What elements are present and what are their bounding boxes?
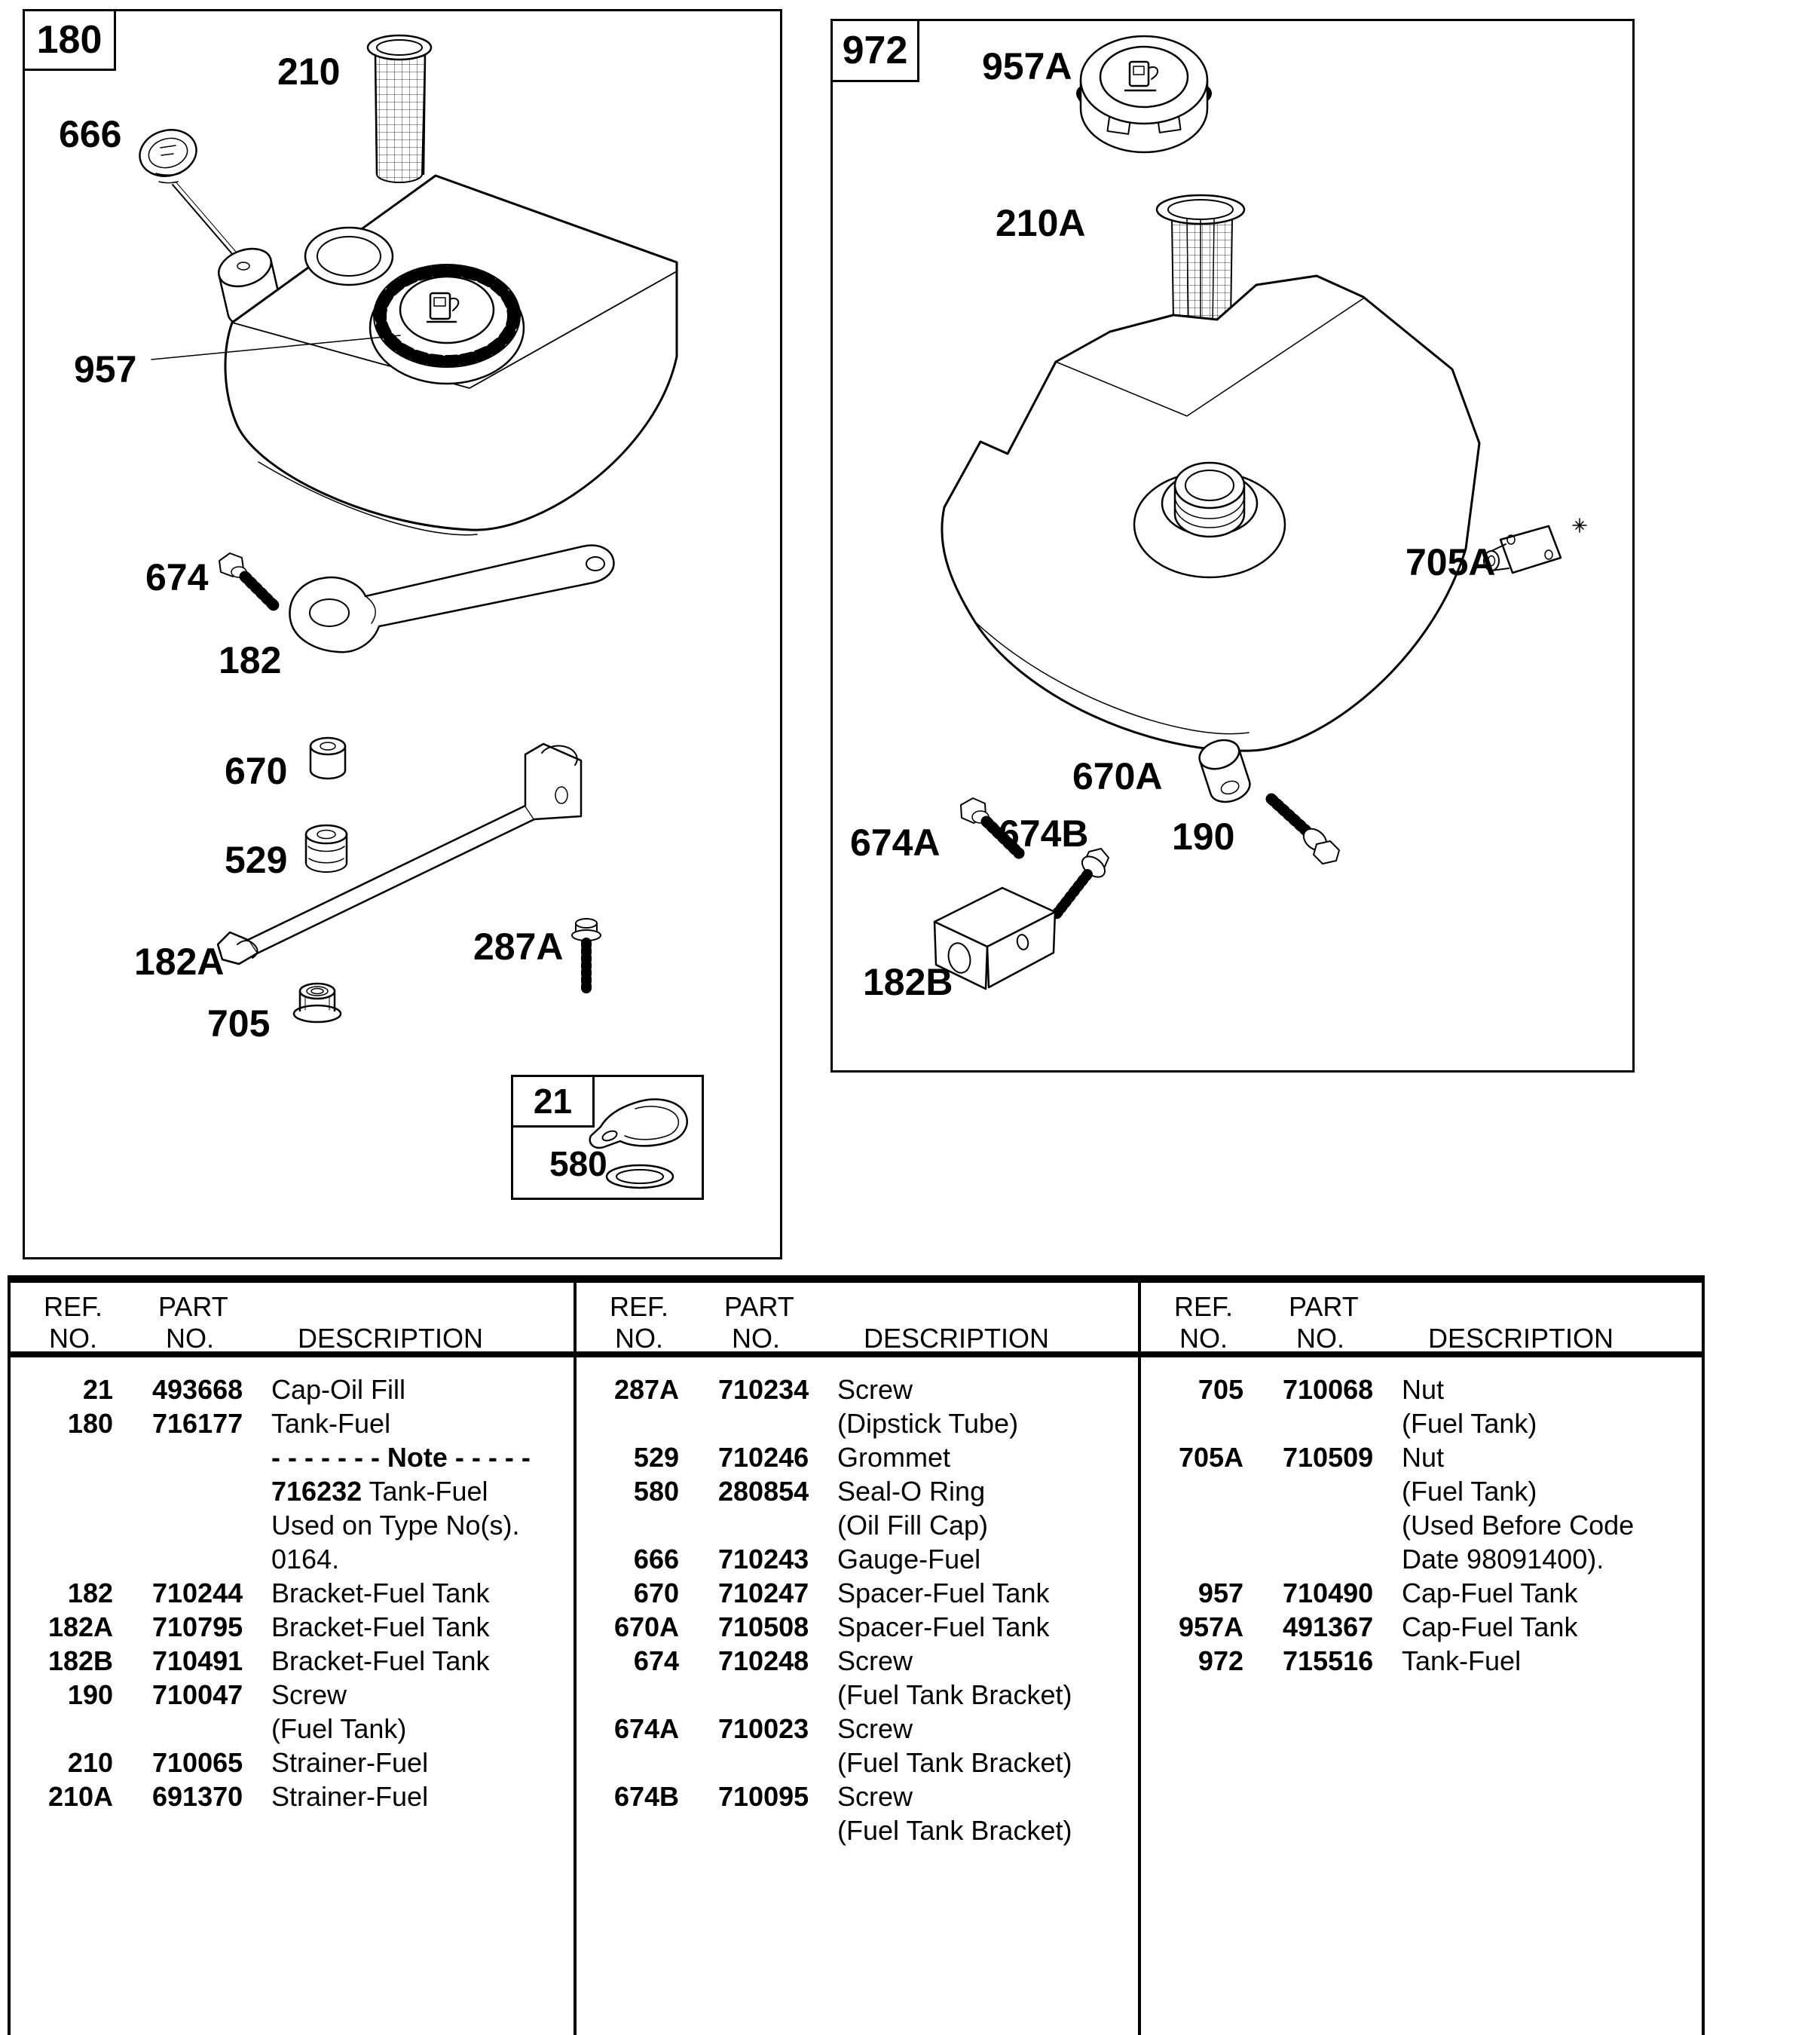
part-label-957: 957 — [74, 348, 137, 390]
table-row — [1138, 1544, 1703, 1578]
description: Tank-Fuel — [1402, 1645, 1522, 1676]
header-description: DESCRIPTION — [864, 1323, 1050, 1354]
header-ref-no: NO. — [615, 1323, 664, 1354]
part-label-210A: 210A — [996, 202, 1086, 244]
diagram-box-label-972: 972 — [830, 19, 919, 82]
nut-705A-icon — [1484, 519, 1586, 573]
bracket-182-icon — [289, 546, 613, 653]
part-label-182A: 182A — [134, 941, 225, 983]
table-column-2 — [574, 1275, 1139, 2035]
ref-no: 957 — [1198, 1578, 1243, 1608]
fuel-tank-972 — [942, 276, 1479, 751]
header-ref-no: NO. — [49, 1323, 98, 1354]
screw-674-icon — [219, 553, 274, 605]
part-label-580: 580 — [549, 1144, 607, 1183]
part-no: 280854 — [718, 1476, 809, 1507]
ref-no: 180 — [67, 1408, 113, 1439]
table-row — [574, 1815, 1139, 1849]
part-label-666: 666 — [59, 113, 122, 155]
diagram-box-label-180: 180 — [23, 9, 116, 71]
table-row — [8, 1374, 573, 1408]
header-part-no: NO. — [1296, 1323, 1345, 1354]
part-label-674B: 674B — [999, 812, 1089, 855]
grommet-529-icon — [306, 825, 347, 872]
part-no: 710508 — [718, 1611, 809, 1642]
part-no: 710095 — [718, 1781, 809, 1812]
table-row — [574, 1645, 1139, 1679]
description: Gauge-Fuel — [837, 1544, 981, 1574]
ref-no: 957A — [1178, 1611, 1243, 1642]
oil-fill-cap-21-icon — [590, 1100, 687, 1148]
table-row — [8, 1713, 573, 1747]
table-row — [1138, 1442, 1703, 1476]
part-no: 710243 — [718, 1544, 809, 1574]
table-row — [8, 1476, 573, 1510]
description: (Fuel Tank Bracket) — [837, 1747, 1072, 1778]
description: Bracket-Fuel Tank — [271, 1578, 490, 1608]
description: Strainer-Fuel — [271, 1781, 429, 1812]
description: Nut — [1402, 1442, 1445, 1473]
table-row — [1138, 1510, 1703, 1544]
header-part: PART — [724, 1291, 794, 1322]
seal-o-ring-580-icon — [607, 1165, 673, 1188]
table-row — [574, 1781, 1139, 1815]
ref-no: 182B — [47, 1645, 113, 1676]
description: Screw — [837, 1645, 913, 1676]
ref-no: 182 — [67, 1578, 113, 1608]
strainer-210-icon — [368, 35, 431, 182]
part-no: 691370 — [152, 1781, 243, 1812]
part-no: 491367 — [1283, 1611, 1374, 1642]
table-row — [8, 1578, 573, 1611]
header-ref: REF. — [610, 1291, 669, 1322]
ref-no: 210A — [47, 1781, 113, 1812]
table-row — [8, 1747, 573, 1781]
description: 0164. — [271, 1544, 340, 1574]
ref-no: 705A — [1178, 1442, 1243, 1473]
table-row — [1138, 1374, 1703, 1408]
description: Cap-Fuel Tank — [1402, 1611, 1578, 1642]
fuel-tank-180 — [151, 176, 677, 535]
table-row — [574, 1713, 1139, 1747]
description: Screw — [837, 1713, 913, 1744]
ref-no: 580 — [633, 1476, 679, 1507]
part-label-182B: 182B — [863, 961, 953, 1003]
table-row — [8, 1408, 573, 1442]
table-row — [574, 1408, 1139, 1442]
ref-no: 210 — [67, 1747, 113, 1778]
table-row — [574, 1747, 1139, 1781]
ref-no: 674B — [613, 1781, 679, 1812]
table-row — [574, 1578, 1139, 1611]
table-column-1-rows — [8, 1374, 573, 1815]
table-row — [1138, 1611, 1703, 1645]
part-no: 710068 — [1283, 1374, 1374, 1405]
screw-674B-icon — [1056, 849, 1109, 915]
ref-no: 287A — [613, 1374, 679, 1405]
table-column-1 — [8, 1275, 573, 2035]
description: Seal-O Ring — [837, 1476, 986, 1507]
description: (Oil Fill Cap) — [837, 1510, 989, 1541]
table-column-3 — [1138, 1275, 1705, 2035]
table-row — [1138, 1476, 1703, 1510]
part-no: 710047 — [152, 1679, 243, 1710]
header-part-no: NO. — [732, 1323, 781, 1354]
part-no: 710795 — [152, 1611, 243, 1642]
header-part-no: NO. — [166, 1323, 215, 1354]
description: Nut — [1402, 1374, 1445, 1405]
cap-957A-icon — [1081, 36, 1207, 152]
ref-no: 666 — [633, 1544, 679, 1574]
description: (Fuel Tank) — [1402, 1408, 1537, 1439]
table-row — [8, 1781, 573, 1815]
table-row — [574, 1679, 1139, 1713]
part-label-705: 705 — [207, 1002, 271, 1045]
header-description: DESCRIPTION — [1428, 1323, 1614, 1354]
part-no: 710246 — [718, 1442, 809, 1473]
ref-no: 670 — [633, 1578, 679, 1608]
description: - - - - - - - Note - - - - - — [271, 1442, 531, 1473]
description: 716232 Tank-Fuel — [271, 1476, 488, 1507]
table-row — [8, 1679, 573, 1713]
description: Spacer-Fuel Tank — [837, 1611, 1050, 1642]
table-row — [574, 1611, 1139, 1645]
table-row — [574, 1544, 1139, 1578]
part-no: 710248 — [718, 1645, 809, 1676]
part-label-670A: 670A — [1072, 755, 1163, 797]
table-row — [8, 1611, 573, 1645]
table-column-2-rows — [574, 1374, 1139, 1849]
description: Date 98091400). — [1402, 1544, 1604, 1574]
description: (Fuel Tank Bracket) — [837, 1815, 1072, 1846]
table-row — [574, 1374, 1139, 1408]
part-no: 710490 — [1283, 1578, 1374, 1608]
description: Bracket-Fuel Tank — [271, 1645, 490, 1676]
part-label-182: 182 — [219, 639, 282, 681]
part-label-674A: 674A — [850, 822, 941, 864]
table-row — [8, 1510, 573, 1544]
header-part: PART — [1289, 1291, 1359, 1322]
description: (Used Before Code — [1402, 1510, 1635, 1541]
part-label-674: 674 — [145, 556, 209, 598]
part-label-287A: 287A — [473, 926, 564, 968]
ref-no: 529 — [633, 1442, 679, 1473]
header-ref: REF. — [44, 1291, 103, 1322]
table-row — [574, 1510, 1139, 1544]
ref-no: 182A — [47, 1611, 113, 1642]
description: (Fuel Tank) — [271, 1713, 407, 1744]
nut-705-icon — [294, 984, 341, 1022]
ref-no: 972 — [1198, 1645, 1243, 1676]
part-no: 710065 — [152, 1747, 243, 1778]
part-no: 710023 — [718, 1713, 809, 1744]
description: Spacer-Fuel Tank — [837, 1578, 1050, 1608]
inner-box-label-21: 21 — [511, 1075, 595, 1128]
table-row — [8, 1442, 573, 1476]
table-row — [1138, 1645, 1703, 1679]
part-label-210: 210 — [277, 50, 341, 93]
parts-table — [8, 1275, 1705, 2035]
table-row — [574, 1442, 1139, 1476]
table-row — [8, 1544, 573, 1578]
part-label-705A: 705A — [1406, 541, 1496, 583]
header-description: DESCRIPTION — [298, 1323, 484, 1354]
part-no: 715516 — [1283, 1645, 1374, 1676]
ref-no: 705 — [1198, 1374, 1243, 1405]
description: (Dipstick Tube) — [837, 1408, 1019, 1439]
description: Grommet — [837, 1442, 951, 1473]
diagram-972-art — [833, 21, 1632, 1070]
ref-no: 674A — [613, 1713, 679, 1744]
part-no: 493668 — [152, 1374, 243, 1405]
description: Screw — [837, 1781, 913, 1812]
table-row — [574, 1476, 1139, 1510]
fuel-gauge-666-icon — [135, 124, 280, 326]
diagram-box-180 — [23, 9, 782, 1259]
header-ref: REF. — [1174, 1291, 1234, 1322]
part-label-190: 190 — [1172, 816, 1235, 858]
screw-190-icon — [1271, 799, 1339, 864]
spacer-670-icon — [310, 738, 345, 779]
description: Screw — [271, 1679, 347, 1710]
ref-no: 674 — [633, 1645, 679, 1676]
screw-287A-icon — [572, 919, 601, 988]
table-column-3-rows — [1138, 1374, 1703, 1679]
part-no: 710247 — [718, 1578, 809, 1608]
table-row — [8, 1645, 573, 1679]
description: Cap-Fuel Tank — [1402, 1578, 1578, 1608]
part-label-670: 670 — [225, 750, 288, 792]
part-label-529: 529 — [225, 839, 288, 881]
description: (Fuel Tank) — [1402, 1476, 1537, 1507]
part-no: 716177 — [152, 1408, 243, 1439]
description: Tank-Fuel — [271, 1408, 391, 1439]
inner-box-21 — [511, 1075, 704, 1200]
description: Used on Type No(s). — [271, 1510, 520, 1541]
ref-no: 190 — [67, 1679, 113, 1710]
description: Strainer-Fuel — [271, 1747, 429, 1778]
description: Cap-Oil Fill — [271, 1374, 406, 1405]
diagram-box-972 — [830, 19, 1635, 1073]
header-ref-no: NO. — [1179, 1323, 1228, 1354]
part-no: 710244 — [152, 1578, 243, 1608]
header-part: PART — [158, 1291, 228, 1322]
part-no: 710509 — [1283, 1442, 1374, 1473]
description: Screw — [837, 1374, 913, 1405]
diagram-180-art — [25, 11, 780, 1257]
part-label-957A: 957A — [982, 45, 1072, 87]
table-row — [1138, 1578, 1703, 1611]
ref-no: 21 — [82, 1374, 113, 1405]
table-row — [1138, 1408, 1703, 1442]
description: Bracket-Fuel Tank — [271, 1611, 490, 1642]
part-no: 710234 — [718, 1374, 809, 1405]
ref-no: 670A — [613, 1611, 679, 1642]
description: (Fuel Tank Bracket) — [837, 1679, 1072, 1710]
part-no: 710491 — [152, 1645, 243, 1676]
